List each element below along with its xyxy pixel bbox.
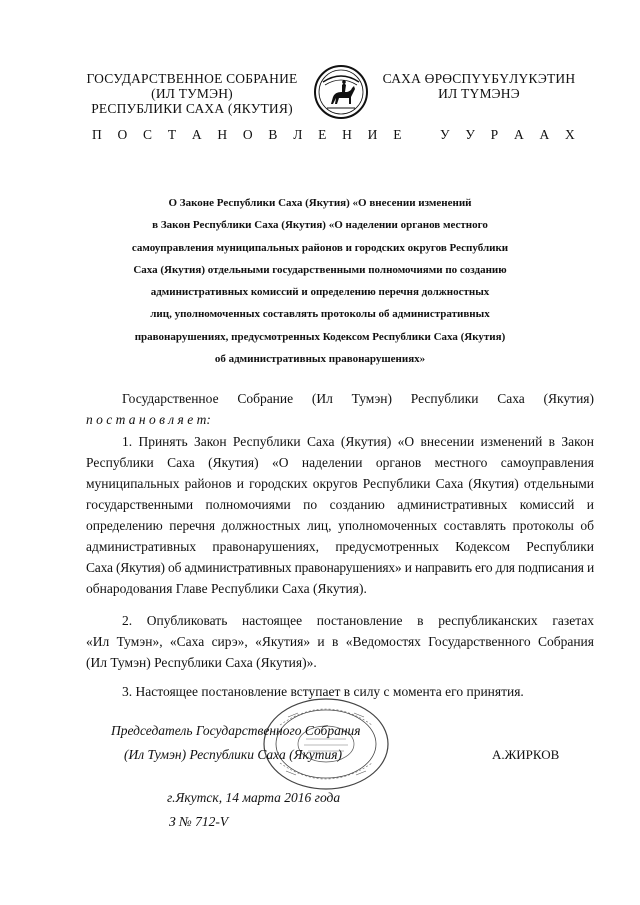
signatory-position-line-1: Председатель Государственного Собрания [111, 723, 361, 738]
header-left-block [76, 71, 308, 116]
clause-1-line: Саха (Якутия) об административных правонарушениях» и направить его для подписания и [86, 560, 594, 575]
clause-1-line: муниципальных районов и городских округов Республики Саха (Якутия) отдельными [86, 476, 594, 491]
clause-1-line: Республики Саха (Якутия) «О наделении органов местного самоуправления [86, 455, 594, 470]
doc-type-left: П О С Т А Н О В Л Е Н И Е [92, 127, 408, 142]
clause-1 [86, 431, 594, 599]
clause-2-line: «Ил Тумэн», «Саха сирэ», «Якутия» и в «Ведомостях Государственного Собрания [86, 634, 594, 649]
clause-1-line: государственными полномочиями по созданию административных комиссий и [86, 497, 594, 512]
title-line: в Закон Республики Саха (Якутия) «О наделении органов местного [152, 219, 488, 232]
title-line: правонарушениях, предусмотренных Кодексом Республики Саха (Якутия) [134, 330, 506, 343]
preamble [86, 388, 594, 430]
preamble-line-1: Государственное Собрание (Ил Тумэн) Республики Саха (Якутия) [122, 391, 594, 406]
place-and-date: г.Якутск, 14 марта 2016 года [167, 790, 341, 805]
clause-3: 3. Настоящее постановление вступает в силу с момента его принятия. [122, 684, 524, 699]
clause-2-line: 2. Опубликовать настоящее постановление в республиканских газетах [122, 613, 594, 628]
clause-2 [86, 610, 594, 673]
clause-1-line: 1. Принять Закон Республики Саха (Якутия) «О внесении изменений в Закон [122, 434, 594, 449]
header-right-line-1: САХА ӨРӨСПҮҮБҮЛҮКЭТИН [382, 71, 576, 86]
header-right-block [370, 71, 588, 101]
official-round-seal-icon [258, 695, 394, 793]
document-title [100, 192, 540, 370]
clause-1-line: определению перечня должностных лиц, уполномоченных составлять протоколы об [86, 518, 594, 533]
clause-1-line: административных правонарушениях, предусмотренных Кодексом Республики [86, 539, 594, 554]
sakha-emblem-icon [313, 64, 369, 120]
header-left-line-1: ГОСУДАРСТВЕННОЕ СОБРАНИЕ [86, 71, 298, 86]
clause-2-line: (Ил Тумэн) Республики Саха (Якутия)». [86, 655, 317, 670]
title-line: самоуправления муниципальных районов и городских округов Республики [131, 241, 509, 254]
title-line: Саха (Якутия) отдельными государственными полномочиями по созданию [133, 263, 507, 276]
title-line: административных комиссий и определению перечня должностных [150, 286, 490, 299]
doc-type-right: У У Р А А Х [440, 127, 581, 142]
clause-1-line: обнародования Главе Республики Саха (Якутия). [86, 581, 367, 596]
signatory-position-line-2: (Ил Тумэн) Республики Саха (Якутия) [124, 747, 343, 762]
title-line: об административных правонарушениях» [214, 353, 426, 366]
preamble-line-2: п о с т а н о в л я е т: [86, 412, 211, 427]
document-number: З № 712-V [169, 814, 229, 829]
header-left-line-3: РЕСПУБЛИКИ САХА (ЯКУТИЯ) [91, 101, 293, 116]
header-right-line-2: ИЛ ТҮМЭНЭ [438, 86, 520, 101]
title-line: О Законе Республики Саха (Якутия) «О внесении изменений [168, 197, 472, 209]
header-left-line-2: (ИЛ ТУМЭН) [151, 86, 233, 101]
title-line: лиц, уполномоченных составлять протоколы об административных [150, 308, 490, 321]
signatory-name: А.ЖИРКОВ [492, 747, 560, 762]
